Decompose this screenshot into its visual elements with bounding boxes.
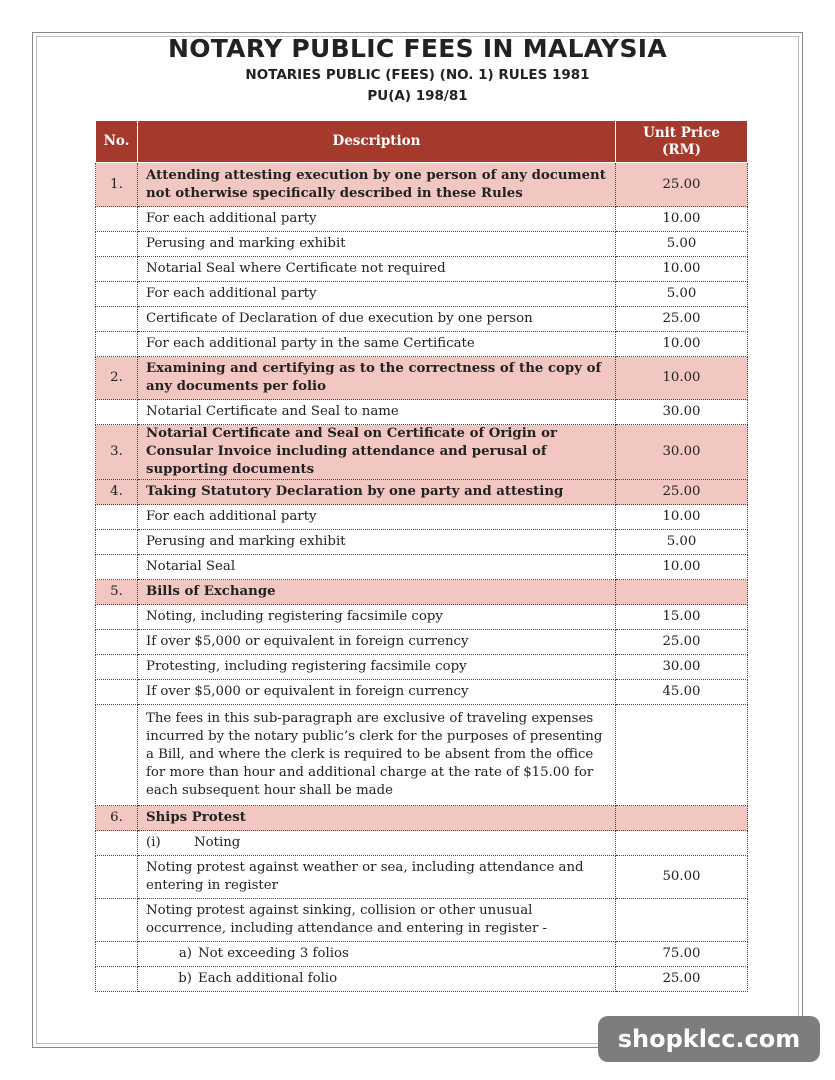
row-description-cell: Perusing and marking exhibit	[138, 530, 616, 555]
row-price-cell: 10.00	[616, 257, 748, 282]
row-price-cell: 30.00	[616, 425, 748, 480]
row-number-cell	[96, 655, 138, 680]
row-description-cell: Certificate of Declaration of due execution by one person	[138, 307, 616, 332]
row-price-cell: 5.00	[616, 282, 748, 307]
watermark-badge: shopklcc.com	[598, 1016, 820, 1062]
row-price-cell: 50.00	[616, 856, 748, 899]
row-number-cell	[96, 942, 138, 967]
row-number-cell	[96, 605, 138, 630]
table-row	[96, 307, 748, 332]
row-number-cell	[96, 282, 138, 307]
row-description-cell: For each additional party	[138, 282, 616, 307]
row-description-cell: Notarial Seal	[138, 555, 616, 580]
table-row	[96, 705, 748, 806]
row-price-cell: 10.00	[616, 332, 748, 357]
row-number-cell: 2.	[96, 357, 138, 400]
item-text: Noting	[194, 835, 241, 850]
row-number-cell	[96, 555, 138, 580]
row-number-cell	[96, 207, 138, 232]
row-description-cell: Protesting, including registering facsimile copy	[138, 655, 616, 680]
row-number-cell	[96, 630, 138, 655]
row-description-cell: Noting protest against weather or sea, including attendance and entering in register	[138, 856, 616, 899]
table-row	[96, 680, 748, 705]
row-price-cell: 30.00	[616, 655, 748, 680]
row-number-cell	[96, 307, 138, 332]
row-price-cell: 25.00	[616, 630, 748, 655]
row-number-cell	[96, 505, 138, 530]
row-description-cell: If over $5,000 or equivalent in foreign currency	[138, 680, 616, 705]
table-row	[96, 605, 748, 630]
row-number-cell: 6.	[96, 806, 138, 831]
table-row	[96, 282, 748, 307]
table-body	[96, 163, 748, 992]
row-description-cell	[138, 831, 616, 856]
table-row	[96, 899, 748, 942]
table-row	[96, 942, 748, 967]
row-price-cell: 25.00	[616, 967, 748, 992]
table-row	[96, 555, 748, 580]
table-row	[96, 257, 748, 282]
row-description-cell: For each additional party	[138, 505, 616, 530]
table-row	[96, 856, 748, 899]
row-number-cell: 1.	[96, 163, 138, 207]
row-number-cell	[96, 530, 138, 555]
fees-table	[95, 120, 748, 992]
row-description-cell: Attending attesting execution by one person of any document not otherwise specifically described in these Rules	[138, 163, 616, 207]
row-price-cell	[616, 899, 748, 942]
row-description-cell: Notarial Certificate and Seal on Certificate of Origin or Consular Invoice including attendance and perusal of supporting documents	[138, 425, 616, 480]
item-marker: (i)	[146, 835, 161, 850]
column-header-price: Unit Price (RM)	[616, 121, 748, 163]
row-price-cell: 10.00	[616, 505, 748, 530]
table-row	[96, 630, 748, 655]
item-text: Each additional folio	[198, 971, 338, 986]
row-number-cell: 4.	[96, 480, 138, 505]
table-row	[96, 357, 748, 400]
row-description-cell: Bills of Exchange	[138, 580, 616, 605]
table-row	[96, 163, 748, 207]
row-price-cell	[616, 831, 748, 856]
row-price-cell	[616, 806, 748, 831]
row-description-cell	[138, 942, 616, 967]
row-number-cell: 3.	[96, 425, 138, 480]
row-number-cell	[96, 967, 138, 992]
table-row	[96, 967, 748, 992]
table-row	[96, 480, 748, 505]
row-description-cell: For each additional party	[138, 207, 616, 232]
document-subtitle-rules: NOTARIES PUBLIC (FEES) (NO. 1) RULES 1981	[245, 67, 590, 83]
row-number-cell	[96, 705, 138, 806]
row-description-cell: Notarial Certificate and Seal to name	[138, 400, 616, 425]
row-price-cell: 15.00	[616, 605, 748, 630]
row-description-cell: For each additional party in the same Certificate	[138, 332, 616, 357]
table-row	[96, 400, 748, 425]
table-row	[96, 425, 748, 480]
row-description-cell: The fees in this sub-paragraph are exclusive of traveling expenses incurred by the notary public’s clerk for the purposes of presenting a Bill, and where the clerk is required to be absent from the office for more than hour and additional charge at the rate of $15.00 for each subsequent hour shall be made	[138, 705, 616, 806]
row-price-cell: 10.00	[616, 357, 748, 400]
row-number-cell	[96, 400, 138, 425]
document-subtitle-reference: PU(A) 198/81	[367, 88, 468, 104]
row-number-cell	[96, 257, 138, 282]
table-row	[96, 505, 748, 530]
row-price-cell	[616, 705, 748, 806]
row-number-cell	[96, 899, 138, 942]
row-price-cell: 5.00	[616, 530, 748, 555]
row-number-cell	[96, 831, 138, 856]
row-description-cell: Notarial Seal where Certificate not required	[138, 257, 616, 282]
row-price-cell: 45.00	[616, 680, 748, 705]
table-header-row	[96, 121, 748, 163]
row-description-cell: Examining and certifying as to the correctness of the copy of any documents per folio	[138, 357, 616, 400]
item-text: Not exceeding 3 folios	[198, 946, 349, 961]
row-price-cell: 10.00	[616, 207, 748, 232]
row-description-cell: Perusing and marking exhibit	[138, 232, 616, 257]
table-row	[96, 580, 748, 605]
row-description-cell: Ships Protest	[138, 806, 616, 831]
row-description-cell	[138, 967, 616, 992]
row-description-cell: If over $5,000 or equivalent in foreign currency	[138, 630, 616, 655]
row-price-cell: 5.00	[616, 232, 748, 257]
row-number-cell	[96, 856, 138, 899]
row-number-cell	[96, 332, 138, 357]
table-row	[96, 806, 748, 831]
column-header-description: Description	[138, 121, 616, 163]
table-row	[96, 831, 748, 856]
row-price-cell: 25.00	[616, 163, 748, 207]
column-header-no: No.	[96, 121, 138, 163]
row-number-cell	[96, 680, 138, 705]
row-price-cell: 30.00	[616, 400, 748, 425]
table-row	[96, 232, 748, 257]
row-price-cell: 25.00	[616, 480, 748, 505]
row-price-cell: 75.00	[616, 942, 748, 967]
row-price-cell	[616, 580, 748, 605]
table-row	[96, 207, 748, 232]
table-row	[96, 655, 748, 680]
row-number-cell: 5.	[96, 580, 138, 605]
row-price-cell: 25.00	[616, 307, 748, 332]
document-title: NOTARY PUBLIC FEES IN MALAYSIA	[167, 34, 668, 63]
row-price-cell: 10.00	[616, 555, 748, 580]
row-description-cell: Noting, including registering facsimile copy	[138, 605, 616, 630]
item-marker: a)	[178, 946, 192, 961]
table-row	[96, 332, 748, 357]
row-description-cell: Taking Statutory Declaration by one party and attesting	[138, 480, 616, 505]
row-description-cell: Noting protest against sinking, collision or other unusual occurrence, including attendance and entering in register -	[138, 899, 616, 942]
row-number-cell	[96, 232, 138, 257]
table-row	[96, 530, 748, 555]
item-marker: b)	[178, 971, 192, 986]
